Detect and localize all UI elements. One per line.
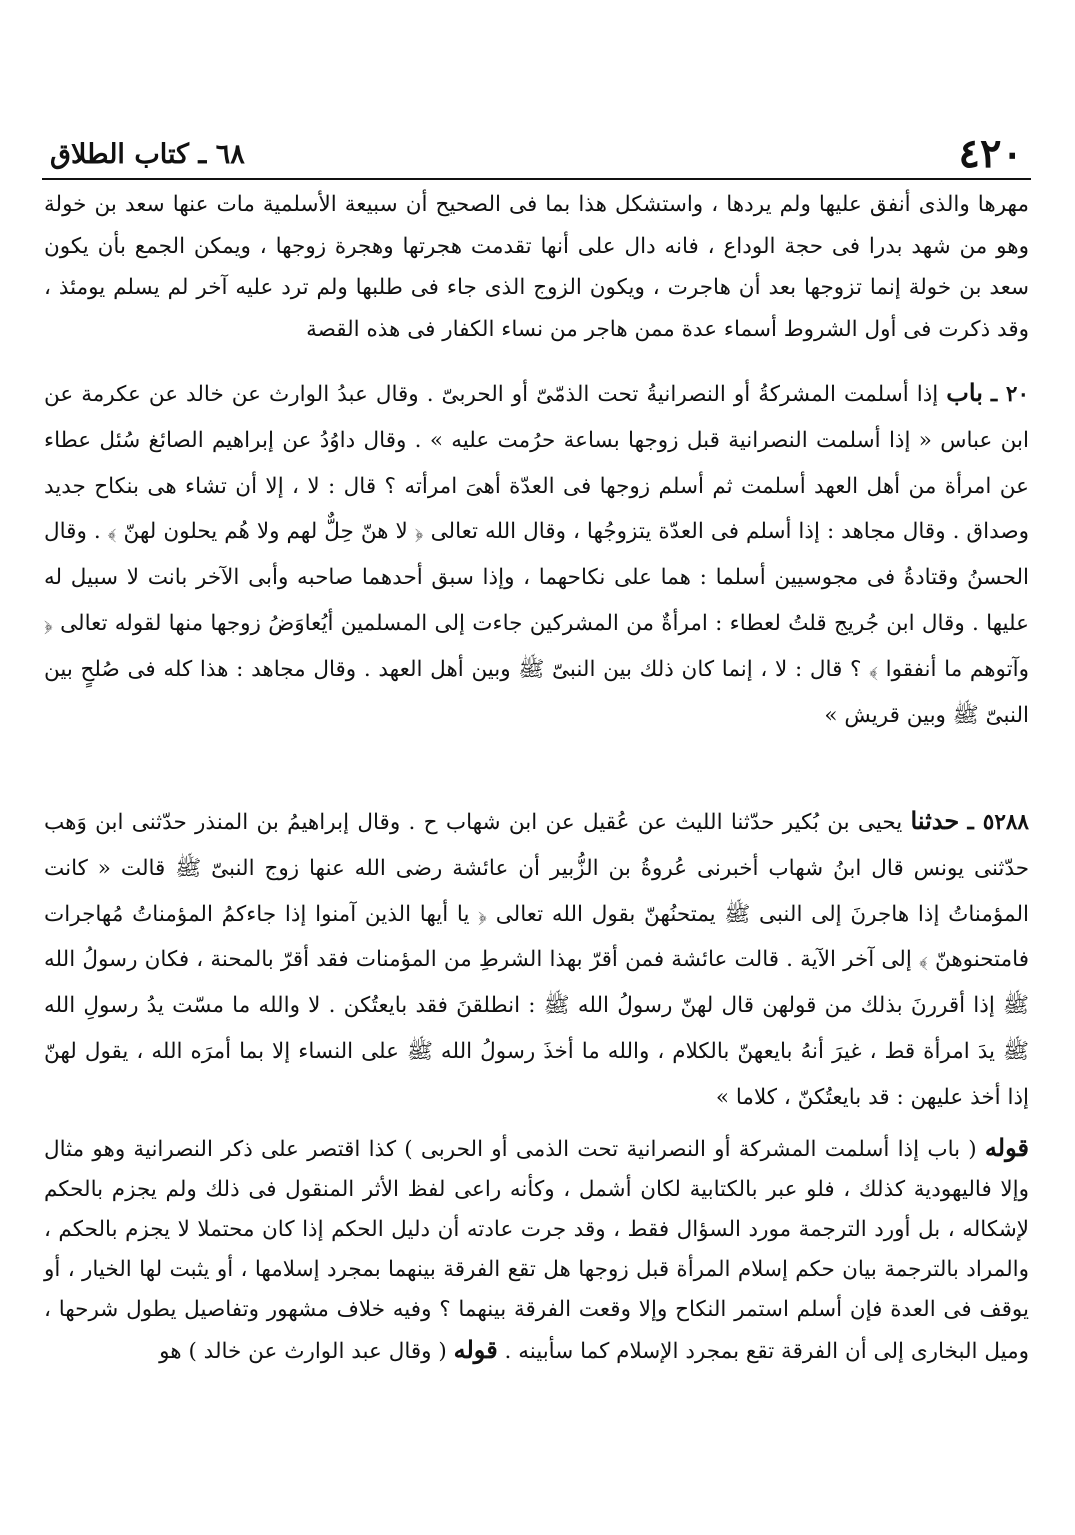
hadith-text: يحيى بن بُكير حدّثنا الليث عن عُقيل عن ابن شهاب ح . وقال إبراهيمُ بن المنذر حدّثنى ابن وَهب حدّثنى يونس قال ابنُ شهاب أخبرنى عُروةُ بن الزُّبير أن عائشة رضى الله عنها زوج النبىّ ﷺ قالت « كانت المؤمناتُ إذا هاجرنَ إلى النبى ﷺ يمتحنُهنّ بقول الله تعالى ﴿ يا أيها الذين آمنوا إذا جاءكمُ المؤمناتُ مُهاجرات فامتحنوهنّ ﴾ إلى آخر الآية . قالت عائشة فمن أقرّ بهذا الشرطِ من المؤمنات فقد أقرّ بالمحنة ، فكان رسولُ الله ﷺ إذا أقررنَ بذلك من قولهن قال لهنّ رسولُ الله ﷺ : انطلقنَ فقد بايعتُكن . لا والله ما مسّت يدُ رسولِ الله ﷺ يدَ امرأة قط ، غيرَ أنهُ بايعهنّ بالكلام ، والله ما أخذَ رسولُ الله ﷺ على النساء إلا بما أمرَه الله ، يقول لهنّ إذا أخذ عليهن : قد بايعتُكنّ ، كلاما » <box>44 810 1029 1110</box>
hadith-heading-word: حدثنا <box>910 806 960 835</box>
page-number: ٤٢٠ <box>958 130 1023 177</box>
chapter-heading-paragraph <box>42 370 1031 782</box>
hadith-paragraph <box>42 798 1031 1118</box>
chapter-text: إذا أسلمت المشركةُ أو النصرانيةُ تحت الذمّىّ أو الحربىّ . وقال عبدُ الوارث عن خالد عن عكرمة عن ابن عباس « إذا أسلمت النصرانية قبل زوجها بساعة حرُمت عليه » . وقال داوُدُ عن إبراهيم الصائغ سُئل عطاء عن امرأة من أهل العهد أسلمت ثم أسلم زوجها فى العدّة أهىَ امرأته ؟ قال : لا ، إلا أن تشاء هى بنكاح جديد وصداق . وقال مجاهد : إذا أسلم فى العدّة يتزوجُها ، وقال الله تعالى ﴿ لا هنّ حِلٌّ لهم ولا هُم يحلون لهنّ ﴾ . وقال الحسنُ وقتادةُ فى مجوسيين أسلما : هما على نكاحهما ، وإذا سبق أحدهما صاحبه وأبى الآخر بانت لا سبيل له عليها . وقال ابن جُريج قلتُ لعطاء : امرأةٌ من المشركين جاءت إلى المسلمين أيُعاوَضُ زوجها منها لقوله تعالى ﴿ وآتوهم ما أنفقوا ﴾ ؟ قال : لا ، إنما كان ذلك بين النبىّ ﷺ وبين أهل العهد . وقال مجاهد : هذا كله فى صُلحٍ بين النبىّ ﷺ وبين قريش » <box>44 382 1029 728</box>
hadith-number: ٥٢٨٨ ـ <box>967 810 1029 835</box>
commentary-text-2: ( باب إذا أسلمت المشركة أو النصرانية تحت الذمى أو الحربى ) كذا اقتصر على ذكر النصرانية وهو مثال وإلا فاليهودية كذلك ، فلو عبر بالكتابية لكان أشمل ، وكأنه راعى لفظ الأثر المنقول فى ذلك ولم يجزم بالحكم لإشكاله ، بل أورد الترجمة مورد السؤال فقط ، وقد جرت عادته أن دليل الحكم إذا كان محتملا لا يجزم بالحكم ، والمراد بالترجمة بيان حكم إسلام المرأة قبل زوجها هل تقع الفرقة بينهما بمجرد إسلامها ، أو يثبت لها الخيار ، أو يوقف فى العدة فإن أسلم استمر النكاح وإلا وقعت الفرقة بينهما ؟ وفيه خلاف مشهور وتفاصيل يطول شرحها ، وميل البخارى إلى أن الفرقة تقع بمجرد الإسلام كما سأبينه . <box>44 1137 1029 1364</box>
page-header <box>42 128 1031 177</box>
commentary-heading-word-2: قوله <box>453 1335 498 1364</box>
chapter-heading-word: باب <box>946 378 983 407</box>
commentary-text: مهرها والذى أنفق عليها ولم يردها ، واستشكل هذا بما فى الصحيح أن سبيعة الأسلمية مات عنها سعد بن خولة وهو من شهد بدرا فى حجة الوداع ، فانه دال على أنها تقدمت هجرتها وهجرة زوجها ، ويمكن الجمع بأن يكون سعد بن خولة إنما تزوجها بعد أن هاجرت ، ويكون الزوج الذى جاء فى طلبها ولم ترد عليه آخر لم يسلم يومئذ ، وقد ذكرت فى أول الشروط أسماء عدة ممن هاجر من نساء الكفار فى هذه القصة <box>44 192 1029 342</box>
commentary-paragraph-continued <box>42 184 1031 350</box>
commentary-text-3: ( وقال عبد الوارث عن خالد ) هو <box>159 1339 447 1364</box>
chapter-number: ٢٠ ـ <box>990 382 1029 407</box>
chapter-title: ٦٨ ـ كتاب الطلاق <box>50 139 245 170</box>
commentary-paragraph <box>42 1128 1031 1448</box>
header-rule <box>42 178 1031 180</box>
commentary-heading-word: قوله <box>984 1133 1029 1162</box>
